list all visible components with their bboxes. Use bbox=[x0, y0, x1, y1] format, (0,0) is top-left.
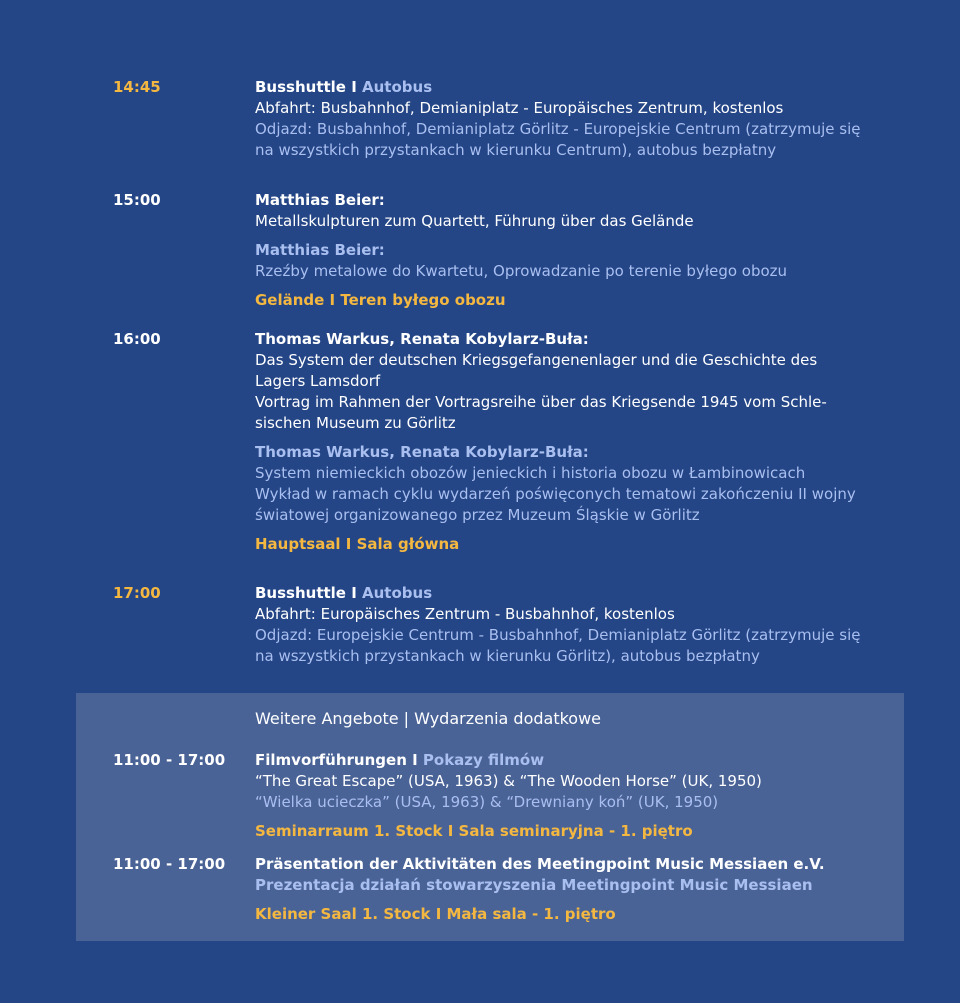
entry-time: 11:00 - 17:00 bbox=[113, 855, 226, 873]
text-pl: Rzeźby metalowe do Kwartetu, Oprowadzanie po terenie byłego obozu bbox=[255, 262, 788, 280]
title-de: Präsentation der Aktivitäten des Meetingpoint Music Messiaen e.V. bbox=[255, 855, 825, 873]
text-de: Metallskulpturen zum Quartett, Führung über das Gelände bbox=[255, 212, 694, 230]
speaker-de: Matthias Beier: bbox=[255, 191, 385, 209]
line-pl: “Wielka ucieczka” (USA, 1963) & “Drewniany koń” (UK, 1950) bbox=[255, 793, 719, 811]
title-de: Filmvorführungen I bbox=[255, 751, 423, 769]
entry-time: 16:00 bbox=[113, 330, 161, 348]
entry-time: 15:00 bbox=[113, 191, 161, 209]
line-pl: Odjazd: Busbahnhof, Demianiplatz Görlitz - Europejskie Centrum (zatrzymuje się na wszystkich przystankach w kierunku Centrum), autobus bezpłatny bbox=[255, 120, 861, 159]
line-de: “The Great Escape” (USA, 1963) & “The Wooden Horse” (UK, 1950) bbox=[255, 772, 762, 790]
location: Gelände I Teren byłego obozu bbox=[255, 291, 506, 309]
text-pl: System niemieckich obozów jenieckich i historia obozu w Łambinowicach Wykład w ramach cyklu wydarzeń poświęconych tematowi zakończeniu II wojny światowej organizowanego przez Muzeum Śląskie w Görlitz bbox=[255, 464, 856, 524]
line-pl: Odjazd: Europejskie Centrum - Busbahnhof, Demianiplatz Görlitz (zatrzymuje się na wszystkich przystankach w kierunku Görlitz), autobus bezpłatny bbox=[255, 626, 861, 665]
entry-time: 14:45 bbox=[113, 78, 161, 96]
speaker-pl: Matthias Beier: bbox=[255, 241, 385, 259]
line-de: Abfahrt: Europäisches Zentrum - Busbahnhof, kostenlos bbox=[255, 605, 675, 623]
title-pl: Pokazy filmów bbox=[422, 751, 545, 769]
entry-title bbox=[255, 77, 895, 98]
location: Kleiner Saal 1. Stock I Mała sala - 1. piętro bbox=[255, 905, 616, 923]
title-pl: Autobus bbox=[362, 78, 433, 96]
title-pl: Autobus bbox=[362, 584, 433, 602]
entry-title bbox=[255, 583, 895, 604]
title-pl: Prezentacja działań stowarzyszenia Meetingpoint Music Messiaen bbox=[255, 876, 813, 894]
speaker-de: Thomas Warkus, Renata Kobylarz-Buła: bbox=[255, 330, 589, 348]
extras-title: Weitere Angebote | Wydarzenia dodatkowe bbox=[255, 709, 602, 728]
text-de: Das System der deutschen Kriegsgefangenenlager und die Geschichte des Lagers Lamsdorf Vortrag im Rahmen der Vortragsreihe über das Kriegsende 1945 vom Schle- sischen Museum zu Görlitz bbox=[255, 351, 827, 432]
title-de: Busshuttle I bbox=[255, 78, 363, 96]
line-de: Abfahrt: Busbahnhof, Demianiplatz - Europäisches Zentrum, kostenlos bbox=[255, 99, 784, 117]
location: Seminarraum 1. Stock I Sala seminaryjna - 1. piętro bbox=[255, 822, 693, 840]
title-de: Busshuttle I bbox=[255, 584, 363, 602]
entry-title bbox=[255, 750, 895, 771]
extras-panel bbox=[76, 693, 904, 941]
speaker-pl: Thomas Warkus, Renata Kobylarz-Buła: bbox=[255, 443, 589, 461]
entry-time: 17:00 bbox=[113, 584, 161, 602]
entry-time: 11:00 - 17:00 bbox=[113, 751, 226, 769]
location: Hauptsaal I Sala główna bbox=[255, 535, 460, 553]
